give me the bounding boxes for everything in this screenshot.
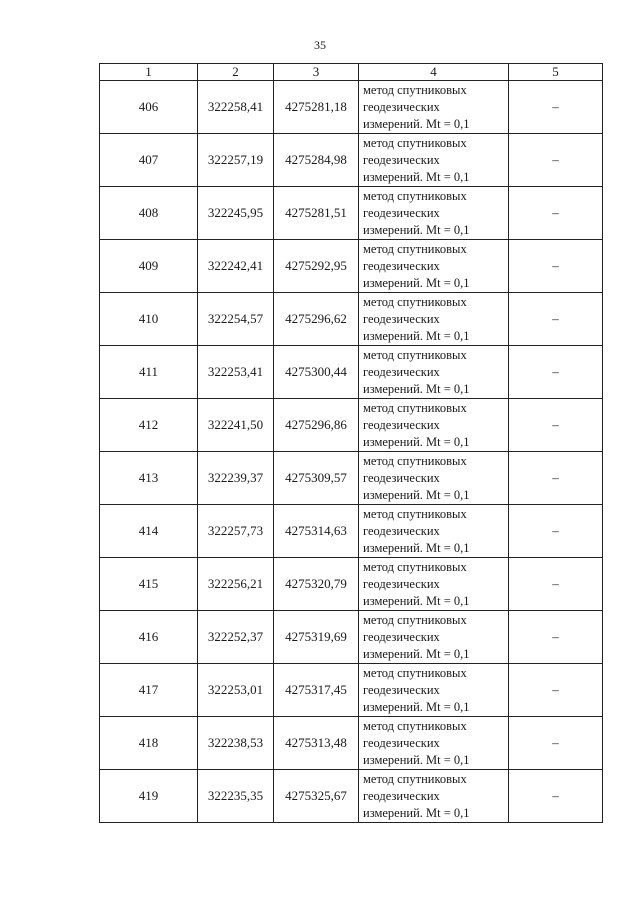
note-cell: – [509, 611, 603, 664]
y-coordinate-cell: 4275325,67 [274, 770, 359, 823]
x-coordinate-cell: 322252,37 [198, 611, 274, 664]
method-cell [359, 346, 509, 399]
method-cell [359, 399, 509, 452]
method-cell [359, 558, 509, 611]
note-cell: – [509, 346, 603, 399]
point-number-cell: 409 [100, 240, 198, 293]
method-line: метод спутниковых [363, 771, 467, 786]
method-cell [359, 293, 509, 346]
y-coordinate-cell: 4275292,95 [274, 240, 359, 293]
x-coordinate-cell: 322253,41 [198, 346, 274, 399]
x-coordinate-cell: 322239,37 [198, 452, 274, 505]
x-coordinate-cell: 322258,41 [198, 81, 274, 134]
note-cell: – [509, 293, 603, 346]
method-line: метод спутниковых [363, 559, 467, 574]
method-line: метод спутниковых [363, 400, 467, 415]
note-cell: – [509, 717, 603, 770]
method-line: геодезических [363, 576, 440, 591]
y-coordinate-cell: 4275309,57 [274, 452, 359, 505]
method-line: геодезических [363, 788, 440, 803]
y-coordinate-cell: 4275313,48 [274, 717, 359, 770]
note-cell: – [509, 452, 603, 505]
method-line: измерений. Mt = 0,1 [363, 116, 470, 131]
method-line: геодезических [363, 523, 440, 538]
table-row [100, 134, 603, 187]
method-line: метод спутниковых [363, 506, 467, 521]
note-cell: – [509, 558, 603, 611]
note-cell: – [509, 81, 603, 134]
method-line: геодезических [363, 311, 440, 326]
table-row [100, 187, 603, 240]
method-line: геодезических [363, 99, 440, 114]
method-line: измерений. Mt = 0,1 [363, 222, 470, 237]
note-cell: – [509, 505, 603, 558]
method-line: измерений. Mt = 0,1 [363, 434, 470, 449]
x-coordinate-cell: 322245,95 [198, 187, 274, 240]
method-line: измерений. Mt = 0,1 [363, 593, 470, 608]
method-line: измерений. Mt = 0,1 [363, 699, 470, 714]
point-number-cell: 419 [100, 770, 198, 823]
method-line: измерений. Mt = 0,1 [363, 487, 470, 502]
method-cell [359, 134, 509, 187]
method-line: геодезических [363, 682, 440, 697]
method-line: геодезических [363, 205, 440, 220]
method-line: геодезических [363, 735, 440, 750]
y-coordinate-cell: 4275317,45 [274, 664, 359, 717]
column-header-2: 2 [198, 64, 274, 81]
y-coordinate-cell: 4275296,86 [274, 399, 359, 452]
method-line: метод спутниковых [363, 82, 467, 97]
table-row [100, 558, 603, 611]
note-cell: – [509, 187, 603, 240]
x-coordinate-cell: 322256,21 [198, 558, 274, 611]
method-line: метод спутниковых [363, 294, 467, 309]
method-line: метод спутниковых [363, 665, 467, 680]
column-header-4: 4 [359, 64, 509, 81]
method-cell [359, 240, 509, 293]
method-line: измерений. Mt = 0,1 [363, 540, 470, 555]
note-cell: – [509, 770, 603, 823]
method-line: метод спутниковых [363, 188, 467, 203]
method-cell [359, 505, 509, 558]
note-cell: – [509, 134, 603, 187]
method-cell [359, 664, 509, 717]
method-line: измерений. Mt = 0,1 [363, 275, 470, 290]
method-line: метод спутниковых [363, 135, 467, 150]
point-number-cell: 412 [100, 399, 198, 452]
point-number-cell: 408 [100, 187, 198, 240]
column-header-1: 1 [100, 64, 198, 81]
table-row [100, 664, 603, 717]
y-coordinate-cell: 4275300,44 [274, 346, 359, 399]
x-coordinate-cell: 322257,19 [198, 134, 274, 187]
y-coordinate-cell: 4275320,79 [274, 558, 359, 611]
x-coordinate-cell: 322241,50 [198, 399, 274, 452]
method-cell [359, 452, 509, 505]
method-line: измерений. Mt = 0,1 [363, 328, 470, 343]
method-cell [359, 770, 509, 823]
point-number-cell: 406 [100, 81, 198, 134]
note-cell: – [509, 240, 603, 293]
method-line: геодезических [363, 364, 440, 379]
method-line: метод спутниковых [363, 347, 467, 362]
point-number-cell: 418 [100, 717, 198, 770]
table-header [100, 64, 603, 81]
method-line: измерений. Mt = 0,1 [363, 805, 470, 820]
method-line: геодезических [363, 470, 440, 485]
table-row [100, 346, 603, 399]
point-number-cell: 407 [100, 134, 198, 187]
method-line: измерений. Mt = 0,1 [363, 381, 470, 396]
table-row [100, 770, 603, 823]
table-row [100, 293, 603, 346]
x-coordinate-cell: 322238,53 [198, 717, 274, 770]
method-cell [359, 81, 509, 134]
x-coordinate-cell: 322254,57 [198, 293, 274, 346]
y-coordinate-cell: 4275319,69 [274, 611, 359, 664]
table-row [100, 452, 603, 505]
method-line: метод спутниковых [363, 241, 467, 256]
table-row [100, 611, 603, 664]
point-number-cell: 417 [100, 664, 198, 717]
table-row [100, 81, 603, 134]
method-line: метод спутниковых [363, 453, 467, 468]
coordinates-table [99, 63, 603, 823]
x-coordinate-cell: 322257,73 [198, 505, 274, 558]
point-number-cell: 414 [100, 505, 198, 558]
table-row [100, 505, 603, 558]
point-number-cell: 416 [100, 611, 198, 664]
y-coordinate-cell: 4275281,51 [274, 187, 359, 240]
table-body [100, 81, 603, 823]
point-number-cell: 410 [100, 293, 198, 346]
method-line: геодезических [363, 152, 440, 167]
point-number-cell: 415 [100, 558, 198, 611]
method-line: геодезических [363, 629, 440, 644]
y-coordinate-cell: 4275296,62 [274, 293, 359, 346]
table-row [100, 717, 603, 770]
method-line: геодезических [363, 258, 440, 273]
header-row [100, 64, 603, 81]
method-cell [359, 611, 509, 664]
method-cell [359, 187, 509, 240]
method-line: измерений. Mt = 0,1 [363, 169, 470, 184]
y-coordinate-cell: 4275281,18 [274, 81, 359, 134]
method-line: геодезических [363, 417, 440, 432]
column-header-3: 3 [274, 64, 359, 81]
column-header-5: 5 [509, 64, 603, 81]
x-coordinate-cell: 322235,35 [198, 770, 274, 823]
method-cell [359, 717, 509, 770]
note-cell: – [509, 664, 603, 717]
note-cell: – [509, 399, 603, 452]
method-line: метод спутниковых [363, 718, 467, 733]
table-row [100, 240, 603, 293]
x-coordinate-cell: 322242,41 [198, 240, 274, 293]
method-line: измерений. Mt = 0,1 [363, 752, 470, 767]
y-coordinate-cell: 4275314,63 [274, 505, 359, 558]
page-number: 35 [314, 38, 326, 52]
method-line: измерений. Mt = 0,1 [363, 646, 470, 661]
point-number-cell: 411 [100, 346, 198, 399]
point-number-cell: 413 [100, 452, 198, 505]
y-coordinate-cell: 4275284,98 [274, 134, 359, 187]
method-line: метод спутниковых [363, 612, 467, 627]
x-coordinate-cell: 322253,01 [198, 664, 274, 717]
table-row [100, 399, 603, 452]
